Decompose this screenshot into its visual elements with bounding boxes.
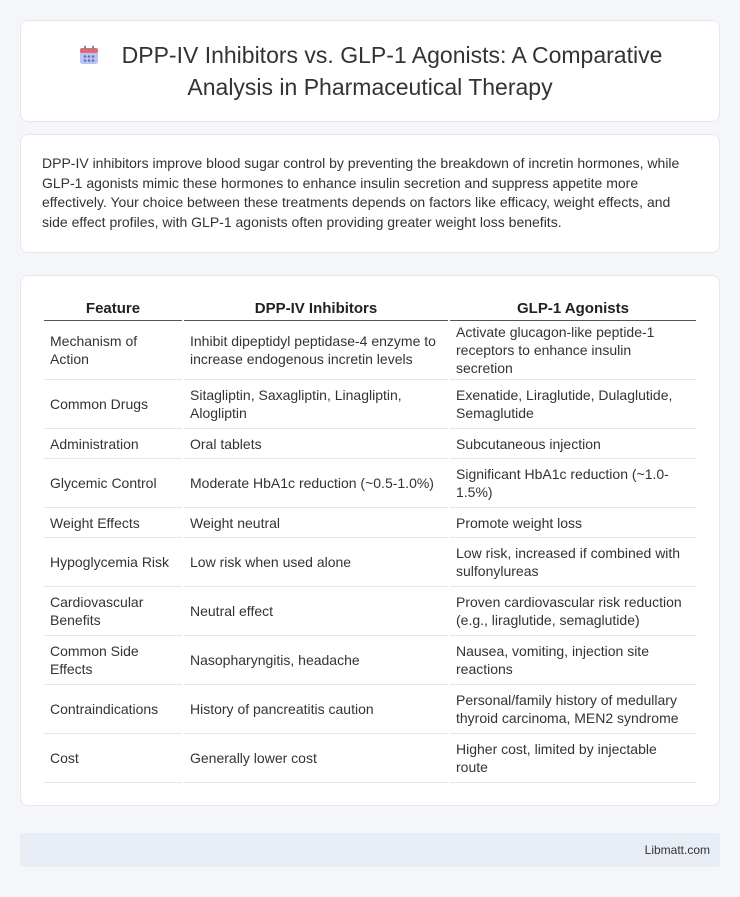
row-feature: Common Side Effects: [44, 636, 182, 685]
row-feature: Glycemic Control: [44, 459, 182, 508]
row-feature: Hypoglycemia Risk: [44, 538, 182, 587]
comparison-card: [20, 275, 720, 806]
comparison-table: [42, 296, 698, 783]
header-glp1: GLP-1 Agonists: [450, 296, 696, 321]
table-row: [44, 538, 696, 587]
table-row: [44, 685, 696, 734]
footer-bar: [20, 833, 720, 867]
row-glp1: Higher cost, limited by injectable route: [450, 734, 696, 783]
row-feature: Mechanism of Action: [44, 321, 182, 380]
row-feature: Contraindications: [44, 685, 182, 734]
page-title: DPP-IV Inhibitors vs. GLP-1 Agonists: A Comparative Analysis in Pharmaceutical Therapy: [121, 41, 663, 100]
row-feature: Weight Effects: [44, 508, 182, 538]
row-glp1: Personal/family history of medullary thyroid carcinoma, MEN2 syndrome: [450, 685, 696, 734]
row-feature: Cost: [44, 734, 182, 783]
table-row: [44, 587, 696, 636]
table-row: [44, 429, 696, 459]
table-row: [44, 380, 696, 429]
row-dpp4: Low risk when used alone: [184, 538, 448, 587]
row-dpp4: Moderate HbA1c reduction (~0.5-1.0%): [184, 459, 448, 508]
row-feature: Administration: [44, 429, 182, 459]
table-row: [44, 321, 696, 380]
row-dpp4: History of pancreatitis caution: [184, 685, 448, 734]
table-row: [44, 734, 696, 783]
row-glp1: Significant HbA1c reduction (~1.0-1.5%): [450, 459, 696, 508]
row-dpp4: Oral tablets: [184, 429, 448, 459]
title-card: [20, 20, 720, 122]
table-header-row: [44, 296, 696, 321]
row-feature: Common Drugs: [44, 380, 182, 429]
row-glp1: Promote weight loss: [450, 508, 696, 538]
page-title-block: [51, 41, 689, 102]
intro-text: DPP-IV inhibitors improve blood sugar control by preventing the breakdown of incretin hormones, while GLP-1 agonists mimic these hormones to enhance insulin secretion and suppress appetite more effectively. Your choice between these treatments depends on factors like efficacy, weight effects, and side effect profiles, with GLP-1 agonists often providing greater weight loss benefits.: [42, 155, 680, 230]
footer-brand-link[interactable]: Libmatt.com: [644, 843, 710, 857]
header-feature: Feature: [44, 296, 182, 321]
intro-card: [20, 134, 720, 253]
row-dpp4: Sitagliptin, Saxagliptin, Linagliptin, Alogliptin: [184, 380, 448, 429]
table-row: [44, 459, 696, 508]
row-glp1: Subcutaneous injection: [450, 429, 696, 459]
row-dpp4: Neutral effect: [184, 587, 448, 636]
row-glp1: Proven cardiovascular risk reduction (e.g., liraglutide, semaglutide): [450, 587, 696, 636]
row-dpp4: Generally lower cost: [184, 734, 448, 783]
page-container: [20, 20, 720, 806]
table-row: [44, 508, 696, 538]
header-dpp4: DPP-IV Inhibitors: [184, 296, 448, 321]
row-glp1: Low risk, increased if combined with sulfonylureas: [450, 538, 696, 587]
row-glp1: Nausea, vomiting, injection site reactions: [450, 636, 696, 685]
calendar-icon: [78, 44, 100, 73]
row-dpp4: Nasopharyngitis, headache: [184, 636, 448, 685]
row-glp1: Exenatide, Liraglutide, Dulaglutide, Semaglutide: [450, 380, 696, 429]
row-glp1: Activate glucagon-like peptide-1 receptors to enhance insulin secretion: [450, 321, 696, 380]
row-dpp4: Weight neutral: [184, 508, 448, 538]
row-feature: Cardiovascular Benefits: [44, 587, 182, 636]
row-dpp4: Inhibit dipeptidyl peptidase-4 enzyme to increase endogenous incretin levels: [184, 321, 448, 380]
table-row: [44, 636, 696, 685]
